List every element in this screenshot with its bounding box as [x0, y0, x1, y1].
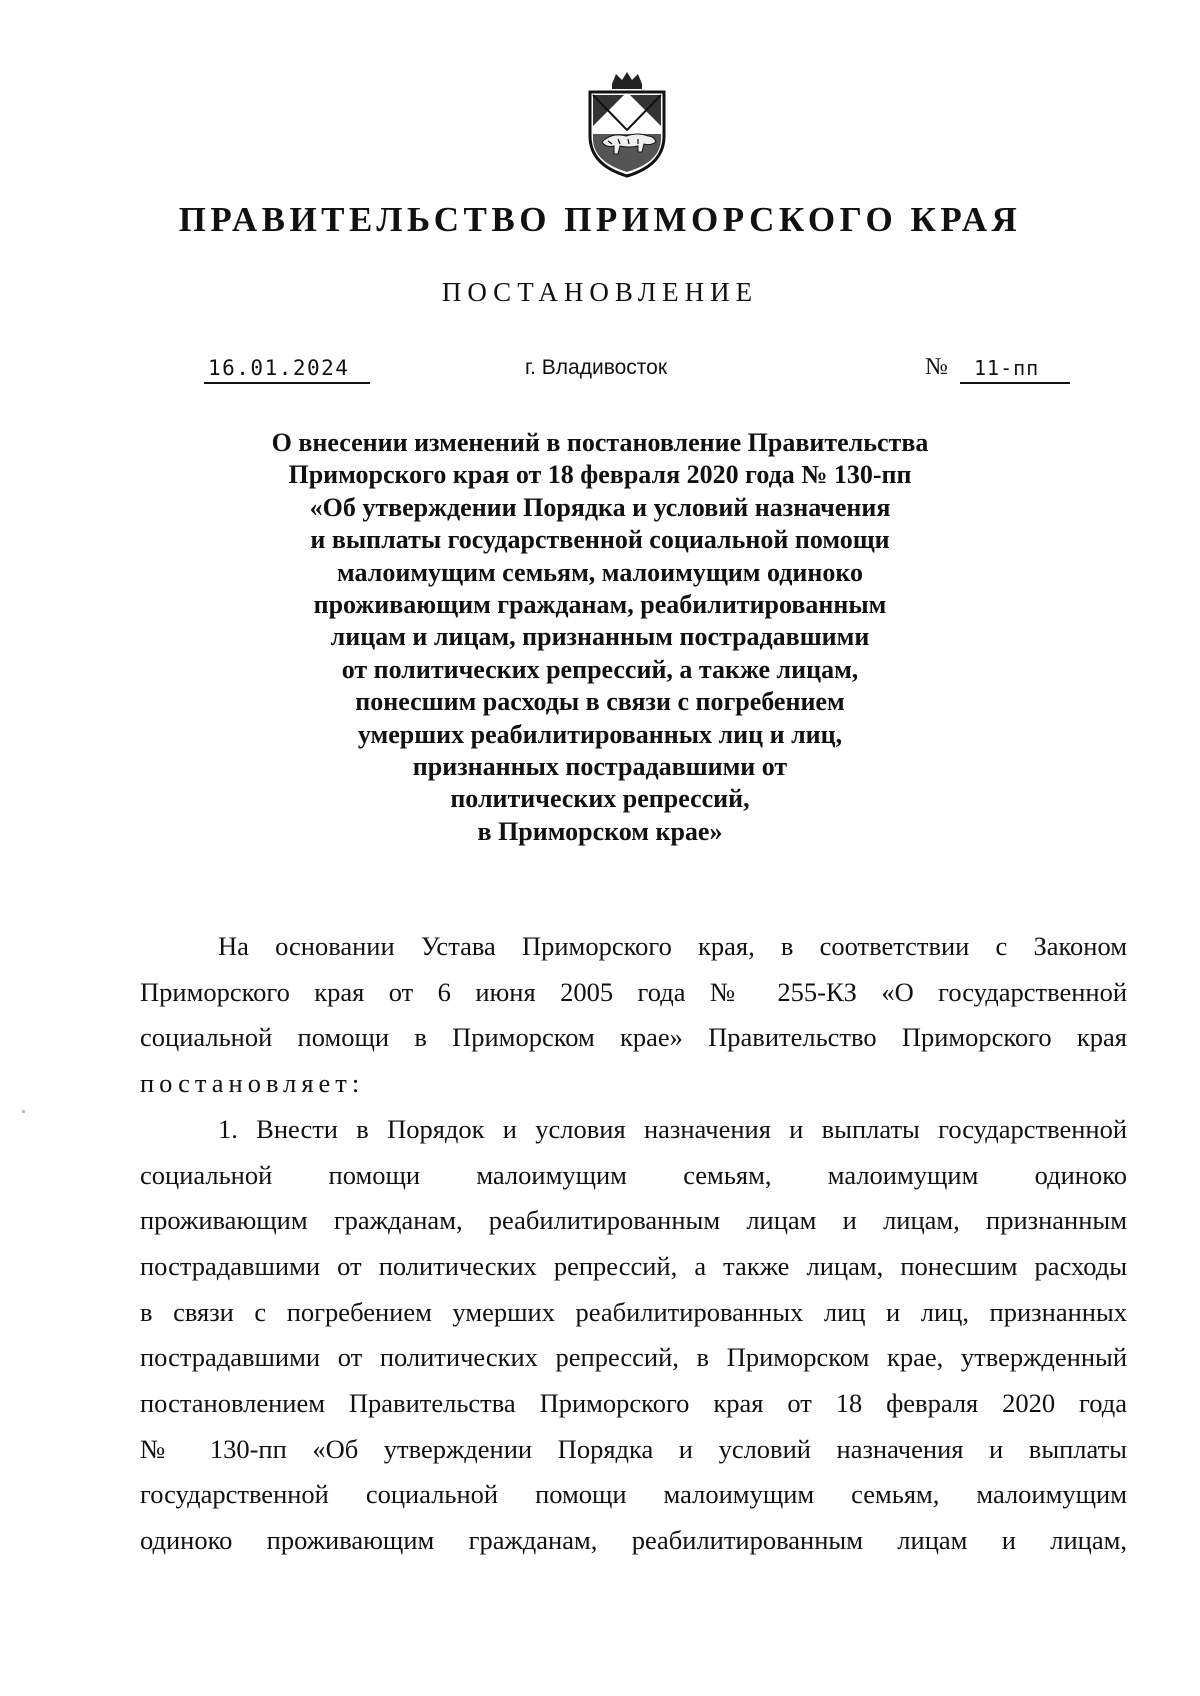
document-number: 11-пп [960, 354, 1070, 384]
subject-line: от политических репрессий, а также лицам, [341, 654, 859, 684]
subject-line: политических репрессий, [450, 784, 750, 814]
preamble-line: социальной помощи в Приморском крае» Правительство Приморского края [140, 1022, 1127, 1053]
document-date: 16.01.2024 [204, 354, 370, 384]
document-subject [0, 427, 1200, 848]
document-city: г. Владивосток [525, 356, 668, 379]
coat-of-arms-icon [582, 70, 672, 180]
document-type: ПОСТАНОВЛЕНИЕ [441, 277, 759, 307]
subject-line: и выплаты государственной социальной помощи [310, 525, 890, 555]
subject-line: в Приморском крае» [477, 816, 723, 846]
item-line: № 130-пп «Об утверждении Порядка и условий назначения и выплаты [140, 1433, 1127, 1464]
item-line: проживающим гражданам, реабилитированным лицам и лицам, признанным [140, 1205, 1127, 1236]
document-body [140, 924, 1127, 1564]
number-sign: № [925, 354, 948, 380]
item-line: государственной социальной помощи малоимущим семьям, малоимущим [140, 1479, 1127, 1510]
item-line: постановлением Правительства Приморского края от 18 февраля 2020 года [140, 1388, 1127, 1419]
subject-line: проживающим гражданам, реабилитированным [313, 590, 887, 620]
item-line: пострадавшими от политических репрессий, в Приморском крае, утвержденный [140, 1342, 1127, 1373]
subject-line: малоимущим семьям, малоимущим одиноко [337, 557, 863, 587]
subject-line: лицам и лицам, признанным пострадавшими [330, 622, 870, 652]
item-line: одиноко проживающим гражданам, реабилитированным лицам и лицам, [140, 1525, 1127, 1556]
subject-line: О внесении изменений в постановление Правительства [271, 428, 929, 457]
subject-line: Приморского края от 18 февраля 2020 года № 130-пп [288, 460, 912, 490]
resolves-word: постановляет: [140, 1068, 365, 1099]
item-line: 1. Внести в Порядок и условия назначения и выплаты государственной [218, 1113, 1127, 1144]
subject-line: «Об утверждении Порядка и условий назначения [309, 492, 891, 522]
subject-line: признанных пострадавшими от [412, 752, 788, 782]
scan-speck [22, 1110, 25, 1113]
subject-line: умерших реабилитированных лиц и лиц, [357, 719, 843, 749]
item-line: социальной помощи малоимущим семьям, малоимущим одиноко [140, 1159, 1127, 1190]
item-line: в связи с погребением умерших реабилитированных лиц и лиц, признанных [140, 1296, 1127, 1327]
item-line: пострадавшими от политических репрессий, а также лицам, понесшим расходы [140, 1250, 1127, 1281]
preamble-line: Приморского края от 6 июня 2005 года № 255-КЗ «О государственной [140, 976, 1127, 1007]
subject-line: понесшим расходы в связи с погребением [355, 687, 845, 717]
preamble-line: На основании Устава Приморского края, в соответствии с Законом [218, 931, 1127, 961]
government-title: ПРАВИТЕЛЬСТВО ПРИМОРСКОГО КРАЯ [178, 200, 1022, 239]
